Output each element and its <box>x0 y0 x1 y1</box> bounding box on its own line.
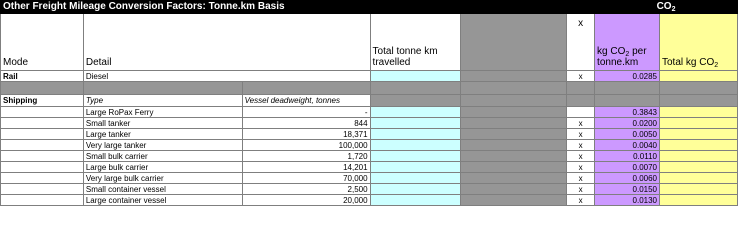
shipping-tonne-km-input[interactable] <box>370 151 461 162</box>
shipping-gray-cell <box>461 184 567 195</box>
column-header-row <box>1 14 738 71</box>
factor-header <box>595 14 660 71</box>
total-header-pre: Total kg CO <box>661 57 715 68</box>
shipping-total[interactable] <box>659 140 737 151</box>
x-header: x <box>567 14 595 71</box>
shipping-x: x <box>567 162 595 173</box>
shipping-type: Small bulk carrier <box>83 151 242 162</box>
shipping-factor: 0.0060 <box>595 173 660 184</box>
shipping-type: Small container vessel <box>83 184 242 195</box>
shipping-tonne-km-input[interactable] <box>370 118 461 129</box>
rail-total[interactable] <box>659 71 737 82</box>
shipping-row <box>1 129 738 140</box>
rail-mode: Rail <box>1 71 84 82</box>
shipping-gray-cell <box>461 107 567 118</box>
shipping-dwt: 844 <box>242 118 370 129</box>
shipping-row <box>1 184 738 195</box>
shipping-x: x <box>567 184 595 195</box>
shipping-head-gray <box>567 95 595 107</box>
total-header-sub: 2 <box>714 62 719 69</box>
shipping-head-gray <box>370 95 461 107</box>
shipping-row <box>1 140 738 151</box>
shipping-type-label: Type <box>83 95 242 107</box>
shipping-blank-mode <box>1 107 84 118</box>
rail-factor: 0.0285 <box>595 71 660 82</box>
shipping-tonne-km-input[interactable] <box>370 107 461 118</box>
shipping-factor: 0.0150 <box>595 184 660 195</box>
shipping-total[interactable] <box>659 195 737 206</box>
shipping-blank-mode <box>1 118 84 129</box>
shipping-dwt: 14,201 <box>242 162 370 173</box>
shipping-blank-mode <box>1 129 84 140</box>
shipping-tonne-km-input[interactable] <box>370 195 461 206</box>
shipping-total[interactable] <box>659 173 737 184</box>
shipping-factor: 0.0070 <box>595 162 660 173</box>
shipping-dwt-label: Vessel deadweight, tonnes <box>242 95 370 107</box>
rail-row <box>1 71 738 82</box>
shipping-gray-cell <box>461 140 567 151</box>
shipping-factor: 0.0110 <box>595 151 660 162</box>
shipping-type: Large bulk carrier <box>83 162 242 173</box>
shipping-factor: 0.0200 <box>595 118 660 129</box>
detail-header: Detail <box>83 14 370 71</box>
shipping-type: Large RoPax Ferry <box>83 107 242 118</box>
spacer-cell <box>461 82 567 95</box>
shipping-type: Very large bulk carrier <box>83 173 242 184</box>
spacer-row <box>1 82 738 95</box>
shipping-tonne-km-input[interactable] <box>370 140 461 151</box>
shipping-row <box>1 118 738 129</box>
spacer-cell <box>83 82 242 95</box>
factor-header-post: per tonne.km <box>597 46 647 68</box>
shipping-rows <box>1 107 738 206</box>
spacer-cell <box>1 82 84 95</box>
shipping-tonne-km-input[interactable] <box>370 162 461 173</box>
shipping-dwt: 2,500 <box>242 184 370 195</box>
co2-header-text: CO <box>656 1 672 12</box>
shipping-x: x <box>567 140 595 151</box>
shipping-gray-cell <box>461 151 567 162</box>
shipping-head-gray <box>461 95 567 107</box>
shipping-mode: Shipping <box>1 95 84 107</box>
tonne-km-header: Total tonne km travelled <box>370 14 461 71</box>
factor-header-sub: 2 <box>625 51 630 58</box>
mode-header: Mode <box>1 14 84 71</box>
shipping-blank-mode <box>1 140 84 151</box>
factor-header-pre: kg CO <box>597 46 626 57</box>
shipping-dwt: 20,000 <box>242 195 370 206</box>
shipping-total[interactable] <box>659 107 737 118</box>
gray-header-cell <box>461 14 567 71</box>
shipping-gray-cell <box>461 173 567 184</box>
shipping-blank-mode <box>1 173 84 184</box>
shipping-total[interactable] <box>659 162 737 173</box>
shipping-tonne-km-input[interactable] <box>370 184 461 195</box>
shipping-row <box>1 173 738 184</box>
rail-x: x <box>567 71 595 82</box>
shipping-type: Large tanker <box>83 129 242 140</box>
table-title: Other Freight Mileage Conversion Factors: Tonne.km Basis <box>1 1 595 14</box>
shipping-gray-cell <box>461 195 567 206</box>
shipping-gray-cell <box>461 118 567 129</box>
shipping-total[interactable] <box>659 151 737 162</box>
shipping-blank-mode <box>1 184 84 195</box>
shipping-dwt: 100,000 <box>242 140 370 151</box>
shipping-head-gray <box>659 95 737 107</box>
shipping-tonne-km-input[interactable] <box>370 129 461 140</box>
shipping-blank-mode <box>1 151 84 162</box>
shipping-dwt: 18,371 <box>242 129 370 140</box>
shipping-total[interactable] <box>659 129 737 140</box>
shipping-blank-mode <box>1 195 84 206</box>
shipping-blank-mode <box>1 162 84 173</box>
shipping-row <box>1 151 738 162</box>
co2-header-sub: 2 <box>671 6 676 13</box>
rail-tonne-km-input[interactable] <box>370 71 461 82</box>
shipping-x: x <box>567 129 595 140</box>
shipping-gray-cell <box>461 129 567 140</box>
shipping-x: x <box>567 173 595 184</box>
shipping-tonne-km-input[interactable] <box>370 173 461 184</box>
shipping-factor: 0.3843 <box>595 107 660 118</box>
shipping-factor: 0.0130 <box>595 195 660 206</box>
shipping-total[interactable] <box>659 118 737 129</box>
shipping-row <box>1 162 738 173</box>
shipping-head-gray <box>595 95 660 107</box>
shipping-row <box>1 195 738 206</box>
total-header <box>659 14 737 71</box>
spacer-cell <box>595 82 660 95</box>
spacer-cell <box>567 82 595 95</box>
shipping-dwt: 1,720 <box>242 151 370 162</box>
rail-detail: Diesel <box>83 71 370 82</box>
spacer-cell <box>242 82 370 95</box>
spacer-cell <box>659 82 737 95</box>
shipping-x: x <box>567 118 595 129</box>
shipping-type: Very large tanker <box>83 140 242 151</box>
title-row <box>1 1 738 14</box>
shipping-x <box>567 107 595 118</box>
shipping-gray-cell <box>461 162 567 173</box>
shipping-dwt: - <box>242 107 370 118</box>
spacer-cell <box>370 82 461 95</box>
shipping-x: x <box>567 195 595 206</box>
co2-header <box>595 1 738 14</box>
shipping-header-row <box>1 95 738 107</box>
shipping-x: x <box>567 151 595 162</box>
shipping-type: Large container vessel <box>83 195 242 206</box>
shipping-factor: 0.0040 <box>595 140 660 151</box>
shipping-factor: 0.0050 <box>595 129 660 140</box>
shipping-type: Small tanker <box>83 118 242 129</box>
shipping-dwt: 70,000 <box>242 173 370 184</box>
shipping-row <box>1 107 738 118</box>
shipping-total[interactable] <box>659 184 737 195</box>
rail-gray-cell <box>461 71 567 82</box>
